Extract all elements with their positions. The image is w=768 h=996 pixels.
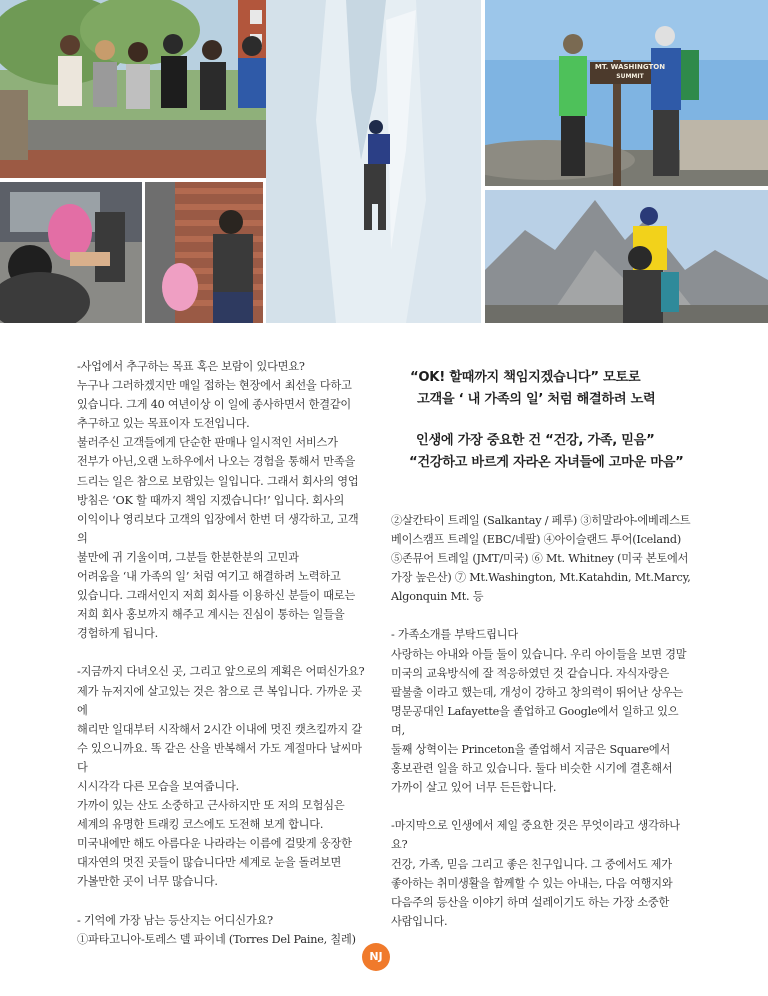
text-line: 둘째 상혁이는 Princeton을 졸업해서 지금은 Square에서 xyxy=(391,743,671,757)
text-line: 해리만 일대부터 시작해서 2시간 이내에 멋진 캣츠킬까지 갈 xyxy=(77,722,362,736)
text-line: 제가 뉴저지에 살고있는 것은 참으로 큰 복입니다. 가까운 곳에 xyxy=(77,684,362,717)
text-line: 불만에 귀 기울이며, 그분들 한분한분의 고민과 xyxy=(77,550,299,564)
pull-quote-motto-line2: 고객을 ‘ 내 가족의 일’ 처럼 해결하려 노력 xyxy=(417,392,656,407)
text-line: 홍보관련 일을 하고 있습니다. 둘다 비슷한 시기에 결혼해서 xyxy=(391,762,673,776)
left-column xyxy=(77,357,369,949)
summit-sign-line1: MT. WASHINGTON xyxy=(594,63,666,71)
right-column xyxy=(391,511,691,931)
paragraph-hike-list xyxy=(391,511,691,606)
text-line: 경험하게 됩니다. xyxy=(77,627,158,641)
text-line: 가볼만한 곳이 너무 많습니다. xyxy=(77,875,218,889)
text-line: 있습니다. 그게 40 여년이상 이 일에 종사하면서 한결같이 xyxy=(77,398,352,412)
pull-quote-values xyxy=(409,430,684,474)
paragraph-family xyxy=(391,625,691,797)
paragraph-business-goal xyxy=(77,357,369,643)
text-line: 추구하고 있는 목표이자 도전입니다. xyxy=(77,417,250,431)
text-line: 이익이나 영리보다 고객의 입장에서 한번 더 생각하고, 고객의 xyxy=(77,512,359,545)
paragraph-life-values xyxy=(391,816,691,931)
text-line: 사랑하는 아내와 아들 둘이 있습니다. 우리 아이들을 보면 경말 xyxy=(391,647,687,661)
mountain-peaks-photo xyxy=(485,190,768,323)
pull-quote-values-line1: 인생에 가장 중요한 건 “건강, 가족, 믿음” xyxy=(416,433,655,448)
paragraph-memorable-hikes xyxy=(77,911,369,949)
text-line: 드리는 일은 참으로 보람있는 일입니다. 그래서 회사의 영업 xyxy=(77,474,359,488)
text-line: -지금까지 다녀오신 곳, 그리고 앞으로의 계획은 어떠신가요? xyxy=(77,665,365,679)
text-line: 전부가 아닌,오랜 노하우에서 나오는 경험을 통해서 만족을 xyxy=(77,455,356,469)
text-line: 건강, 가족, 믿음 그리고 좋은 친구입니다. 그 중에서도 제가 xyxy=(391,857,672,871)
text-line: 팔불출 이라고 했는데, 개성이 강하고 창의력이 뛰어난 상우는 xyxy=(391,685,684,699)
mt-washington-summit-photo xyxy=(485,0,768,186)
text-line: -사업에서 추구하는 목표 혹은 보람이 있다면요? xyxy=(77,360,305,373)
text-line: 저희 회사 홍보까지 해주고 계시는 진심이 통하는 일들을 xyxy=(77,608,345,622)
text-line: 시시각각 다른 모습을 보여줍니다. xyxy=(77,779,239,793)
pull-quote-motto-line1: “OK! 할때까지 책임지겠습니다” 모토로 xyxy=(410,370,641,385)
family-group-photo xyxy=(0,0,308,178)
text-line: 세계의 유명한 트래킹 코스에도 도전해 보게 합니다. xyxy=(77,818,324,832)
text-line: 방침은 ‘OK 할 때까지 책임 지겠습니다!’ 입니다. 회사의 xyxy=(77,493,345,507)
text-line: 있습니다. 그래서인지 저희 회사를 이용하신 분들이 때로는 xyxy=(77,589,356,603)
text-line: -마지막으로 인생에서 제일 중요한 것은 무엇이라고 생각하나요? xyxy=(391,819,680,852)
text-line: 가까이 있는 산도 소중하고 근사하지만 또 저의 모험심은 xyxy=(77,799,345,813)
text-line: 대자연의 멋진 곳들이 많습니다만 세계로 눈을 돌려보면 xyxy=(77,856,342,870)
text-line: - 가족소개를 부탁드립니다 xyxy=(391,628,518,642)
ice-climbing-photo xyxy=(266,0,481,323)
summit-sign xyxy=(593,63,667,81)
text-line: 가장 높은산) ⑦ Mt.Washington, Mt.Katahdin, Mt.Marcy, xyxy=(391,571,691,585)
pull-quote-motto xyxy=(410,367,655,411)
text-line: 가까이 살고 있어 너무 든든합니다. xyxy=(391,781,557,795)
text-line: 다음주의 등산을 이야기 하며 설레이기도 하는 가장 소중한 xyxy=(391,895,670,909)
paragraph-travel-plans xyxy=(77,662,369,891)
text-line: 불러주신 고객들에게 단순한 판매나 일시적인 서비스가 xyxy=(77,436,338,450)
text-line: ⑤존뮤어 트레일 (JMT/미국) ⑥ Mt. Whitney (미국 본토에서 xyxy=(391,552,689,566)
text-line: - 기억에 가장 남는 등산지는 어디신가요? xyxy=(77,913,273,927)
text-line: Algonquin Mt. 등 xyxy=(391,590,484,604)
text-line: 수 있으니까요. 똑 같은 산을 반복해서 가도 계절마다 날씨마다 xyxy=(77,741,362,774)
pull-quote-values-line2: “건강하고 바르게 자라온 자녀들에 고마운 마음” xyxy=(409,455,684,470)
text-line: ②살칸타이 트레일 (Salkantay / 페루) ③히말라야-에베레스트 xyxy=(391,514,691,527)
page-badge: NJ xyxy=(362,943,390,971)
hvac-technician-photo xyxy=(0,182,142,323)
text-line: 명문공대인 Lafayette을 졸업하고 Google에서 일하고 있으며, xyxy=(391,704,679,737)
text-line: 어려움을 ‘내 가족의 일’ 처럼 여기고 해결하려 노력하고 xyxy=(77,570,341,584)
text-line: 누구나 그러하겠지만 매일 접하는 현장에서 최선을 다하고 xyxy=(77,379,352,393)
text-line: 사람입니다. xyxy=(391,914,448,928)
worker-refrigerant-photo xyxy=(145,182,263,323)
text-line: 미국의 교육방식에 잘 적응하였던 것 같습니다. 자식자랑은 xyxy=(391,666,670,680)
text-line: ①파타고니아-토레스 델 파이네 (Torres Del Paine, 칠레) xyxy=(77,932,356,946)
summit-sign-line2: SUMMIT xyxy=(616,73,644,80)
text-line: 미국내에만 해도 아름다운 나라라는 이름에 걸맞게 웅장한 xyxy=(77,837,352,851)
text-line: 베이스캠프 트레일 (EBC/네팔) ④아이슬랜드 투어(Iceland) xyxy=(391,533,682,547)
text-line: 좋아하는 취미생활을 함께할 수 있는 아내는, 다음 여행지와 xyxy=(391,876,673,890)
